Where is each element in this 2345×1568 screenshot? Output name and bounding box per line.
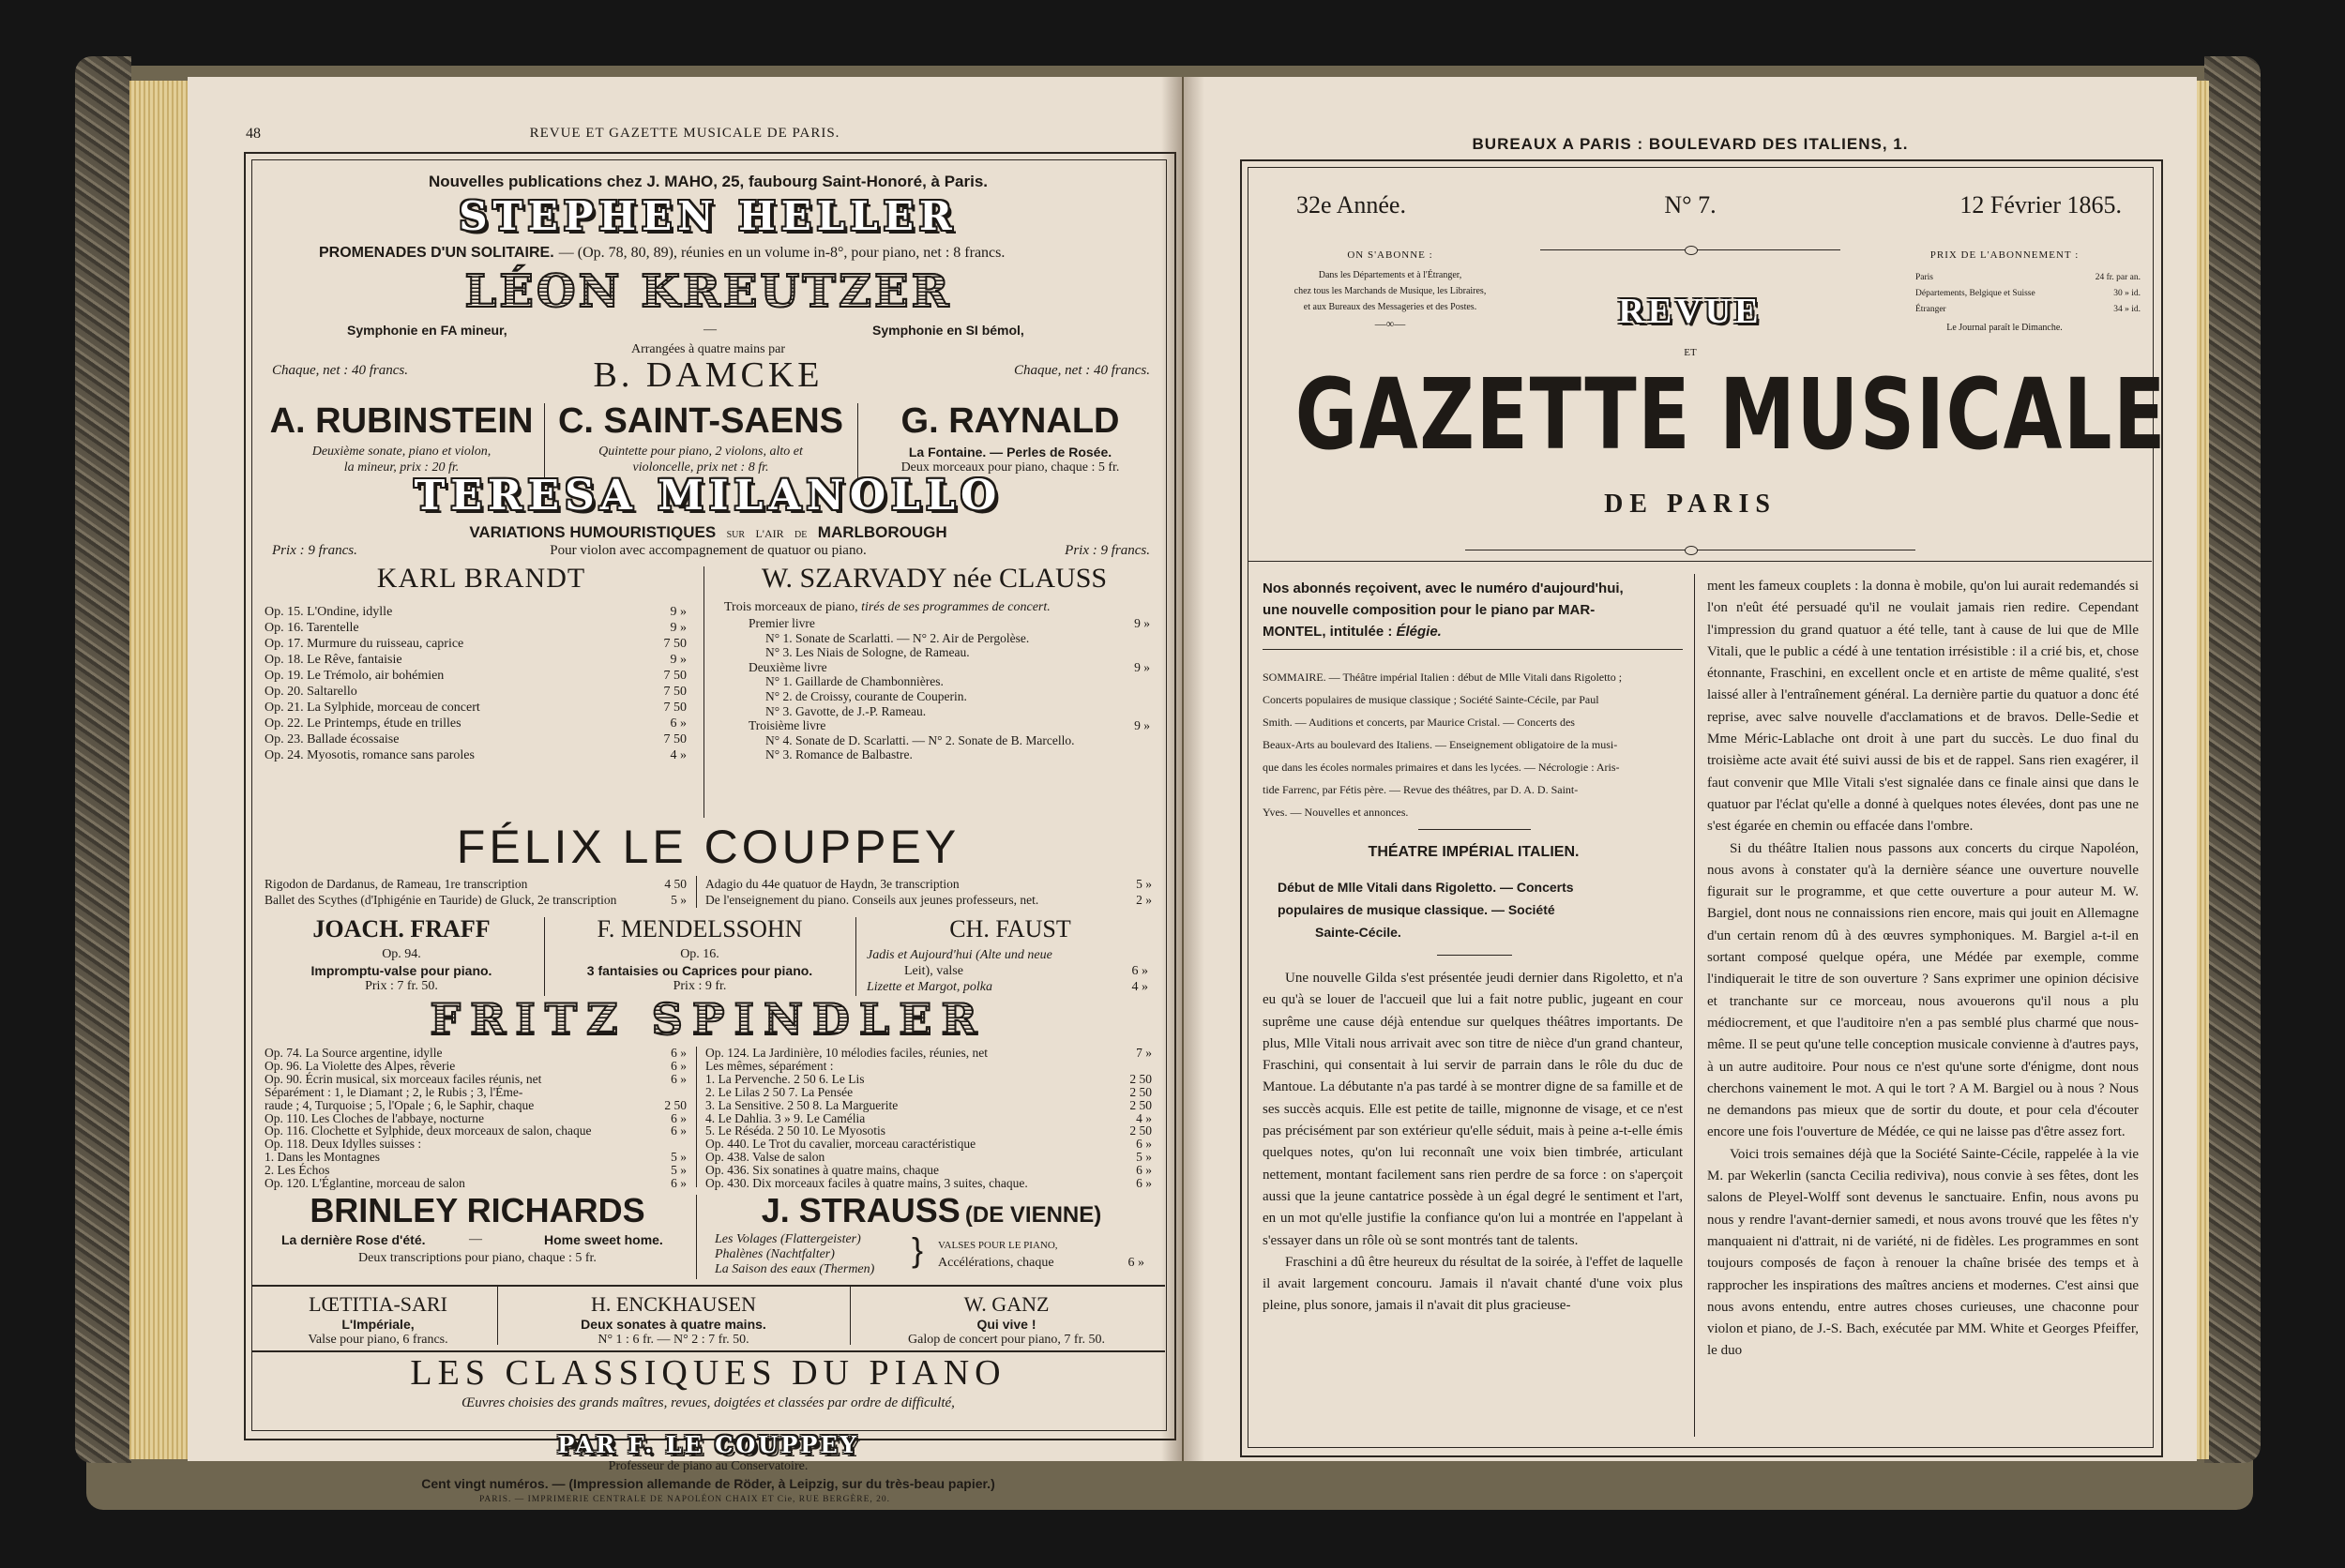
richards-name: BRINLEY RICHARDS [310, 1191, 645, 1229]
col-divider [857, 403, 858, 478]
list-item: Phalènes (Nachtfalter) [715, 1247, 835, 1261]
list-item: N° 4. Sonate de D. Scarlatti. — N° 2. Sonate de B. Marcello. [765, 732, 1075, 747]
list-item: Deuxième livre 9 » [749, 659, 1150, 674]
classiques-title: LES CLASSIQUES DU PIANO [410, 1353, 1006, 1393]
section-sub-line: Sainte-Cécile. [1315, 925, 1401, 940]
page-number: 48 [246, 126, 261, 142]
imprint: PARIS. — IMPRIMERIE CENTRALE DE NAPOLÉON CHAIX ET Cie, RUE BERGÈRE, 20. [478, 1495, 891, 1504]
column-2-body [1707, 576, 2139, 1437]
heller-subtitle: PROMENADES D'UN SOLITAIRE. [319, 245, 554, 261]
milanollo-de: DE [794, 530, 808, 540]
list-item: Accélérations, chaque 6 » [938, 1256, 1144, 1270]
list-item: 2. Le Lilas 2 50 7. La Pensée 2 50 [705, 1084, 1152, 1099]
list-item: De l'enseignement du piano. Conseils aux jeunes professeurs, net. 2 » [705, 893, 1152, 907]
list-item: Ballet des Scythes (d'Iphigénie en Tauride) de Gluck, 2e transcription 5 » [265, 893, 687, 907]
richards-work-left: La dernière Rose d'été. [281, 1232, 426, 1247]
col-divider [544, 403, 545, 478]
list-item: N° 3. Gavotte, de J.-P. Rameau. [765, 703, 927, 718]
raynald-name: G. RAYNALD [900, 401, 1120, 441]
list-item: Op. 20. Saltarello 7 50 [265, 685, 687, 699]
kreutzer-dash: — [704, 323, 717, 337]
list-item: 4. Le Dahlia. 3 » 9. Le Camélia 4 » [705, 1110, 1152, 1125]
richards-work-right: Home sweet home. [544, 1232, 663, 1247]
list-item: N° 1. Sonate de Scarlatti. — N° 2. Air de Pergolèse. [765, 630, 1030, 645]
col-divider [696, 876, 697, 908]
abonne-line1: Dans les Départements et à l'Étranger, [1318, 270, 1462, 280]
list-item: Troisième livre 9 » [749, 718, 1150, 733]
enckhausen-details: N° 1 : 6 fr. — N° 2 : 7 fr. 50. [598, 1333, 749, 1347]
col-divider [544, 917, 545, 996]
paragraph: Si du théâtre Italien nous passons aux concerts du cirque Napoléon, nous avons à constater qu'à la dernière séance une ouverture nouvelle figurait sur le programme, et que cette ouverture a pour auteur M. W. Bargiel, dont nous ne connaissions rien encore, mais qui jouit en Allemagne d'un certain renom dû à des œuvres symphoniques. M. Bargiel a-t-il en sortant composé quelque opéra, une Médée par exemple, comme l'indiquerait le titre de son ouverture ? Sans exprimer une opinion décisive et tranchante sur ce morceau, nous avouerons qu'il nous a plu médiocrement, et que l'auditoire n'en a pas semblé plus charmé que nous-même. Il se peut qu'une telle conception musicale convienne à d'autres pays, à un autre auditoire. Pour nous ce n'est qu'une sorte d'énigme, dont nous cherchons vainement le mot. A qui le tort ? A M. Bargiel ou à nous ? Nous ne demandons pas mieux que de sortir du doute, et pour cela d'écouter encore une fois l'ouverture de Médée, ce qui ne laisse pas d'être assez fort. [1707, 840, 2139, 1140]
list-item: Premier livre 9 » [749, 616, 1150, 630]
list-item: Op. 96. La Violette des Alpes, rêverie 6 » [265, 1058, 687, 1073]
list-item: Adagio du 44e quatuor de Haydn, 3e transcription 5 » [705, 877, 1152, 891]
faust-name: CH. FAUST [949, 915, 1071, 942]
list-item: Op. 124. La Jardinière, 10 mélodies faciles, réunies, net 7 » [705, 1046, 1152, 1060]
strauss-right-list [938, 1255, 1144, 1271]
kreutzer-right-work: Symphonie en SI bémol, [872, 323, 1024, 338]
list-item: 1. La Pervenche. 2 50 6. Le Lis 2 50 [705, 1071, 1152, 1086]
list-item: Jadis et Aujourd'hui (Alte und neue [867, 948, 1052, 962]
publisher-line: Nouvelles publications chez J. MAHO, 25, faubourg Saint-Honoré, à Paris. [428, 173, 989, 190]
spindler-name: FRITZ SPINDLER [251, 994, 1165, 1045]
paragraph: ment les fameux couplets : la donna è mobile, qu'on lui aurait redemandés si l'on n'eût été persuadé qu'il ne voulait jamais rien redire. Cependant l'impression du grand quatuor a été telle, tant à cause de lui que de Mlle Vitali, que le public a cédé à une tentation irrésistible : il a crié bis, et, chose étonnante, Fraschini, en excellent oncle et en artiste de même qualité, s'est laissé aller à l'entraînement général. La dernière partie du quatuor a donc été reprise, avec salve nouvelle d'acclamations et de bravos. Delle-Sedie et Mme Méric-Lablache ont droit à une part du succès. Le duo final du troisième acte avait été suivi aussi de bis et de rappel. Sans rien exagérer, il faut convenir que Mlle Vitali s'est signalée dans ce finale ainsi que dans le quatuor par l'éclat qu'elle a donné à quelques notes élevées, dont pas une ne s'est égarée en chemin ou effacée dans l'ombre. [1707, 579, 2139, 835]
col-divider [850, 1287, 851, 1345]
ganz-details: Galop de concert pour piano, 7 fr. 50. [908, 1333, 1105, 1347]
sari-details: Valse pour piano, 6 francs. [308, 1333, 448, 1347]
section-sub-line: populaires de musique classique. — Société [1278, 902, 1555, 917]
strauss-brace: } [912, 1230, 924, 1269]
paragraph: Voici trois semaines déjà que la Société Sainte-Cécile, rappelée à la vie M. par Wekerlin (sancta Cecilia rediviva), nous convie à ses fêtes, dont les salons de Pleyel-Wolff sont devenus le sanctuaire. Enfin, nous avons pu nous y rendre l'avant-dernier samedi, et nous avons trouvé que les fêtes n'y manquaient ni d'attrait, ni de variété, ni de fidèles. Les programmes en sont toujours composés de façon à renouer la chaîne brisée des temps et à rapprocher les inspirations des maîtres anciens et modernes. C'est ainsi que nous avons entendu, entre autres choses curieuses, une chaconne pour violon et piano, de J.-S. Bach, exécutée par MM. White et Georges Pfeiffer, le duo [1707, 1146, 2139, 1359]
fraff-price: Prix : 7 fr. 50. [365, 979, 438, 993]
abonne-line2: chez tous les Marchands de Musique, les Libraires, [1294, 286, 1487, 296]
couppey-name: FÉLIX LE COUPPEY [456, 821, 961, 873]
list-item: Op. 438. Valse de salon 5 » [705, 1150, 1152, 1165]
ornament-small: —∞— [1374, 317, 1406, 330]
paragraph: Une nouvelle Gilda s'est présentée jeudi dernier dans Rigoletto, et n'a eu qu'à se louer de l'accueil que lui a fait notre public, jugeant en cour suprême une cause déjà entendue sur quelques théâtres importants. De plus, Mlle Vitali nous arrivait avec son titre de nièce d'un grand chanteur, Fraschini, qui consentait à lui servir de parrain dans le rôle du duc de Mantoue. La débutante n'a pas tardé à se montrer digne de sa famille et de ses succès acquis. Elle est petite de taille, mignonne de visage, et ce n'est pas précisément par son extérieur qu'elle séduit, mais à peine a-t-elle émis quelques notes, qu'on lui reconnaît une voix bien timbrée, articulant nettement, montant facilement sans rien perdre de sa force : on s'aperçoit aussi que la jeune cantatrice possède à un égal degré le sentiment et l'art, en un mot qu'elle justifie la confiance qu'on lui a montrée en l'appelant à s'essayer dans un rôle où se sont montrés tant de talents. [1263, 971, 1683, 1248]
kreutzer-arranged: Arrangées à quatre mains par [630, 342, 786, 356]
list-item: N° 3. Romance de Balbastre. [765, 747, 913, 762]
list-item: Rigodon de Dardanus, de Rameau, 1re transcription 4 50 [265, 877, 687, 891]
list-item: Lizette et Margot, polka 4 » [867, 980, 1148, 994]
column-divider [1694, 574, 1695, 1437]
list-item: Op. 23. Ballade écossaise 7 50 [265, 732, 687, 746]
strauss-right1: VALSES POUR LE PIANO, [938, 1240, 1058, 1251]
left-page [188, 77, 1182, 1461]
saint-saens-line1: Quintette pour piano, 2 violons, alto et [598, 445, 803, 459]
strauss-name: J. STRAUSS [761, 1191, 961, 1229]
couppey-right-list [705, 876, 1152, 908]
szarvady-intro: Trois morceaux de piano, [724, 600, 858, 614]
sommaire-line: SOMMAIRE. — Théâtre impérial Italien : début de Mlle Vitali dans Rigoletto ; [1263, 671, 1623, 684]
list-item: Les Volages (Flattergeister) [715, 1232, 861, 1246]
brandt-name: KARL BRANDT [376, 563, 586, 594]
milanollo-left-price: Prix : 9 francs. [272, 543, 357, 558]
strauss-list [715, 1230, 924, 1277]
sommaire-line: Concerts populaires de musique classique ; Société Sainte-Cécile, par Paul [1263, 693, 1599, 706]
notice-line1: Nos abonnés reçoivent, avec le numéro d'aujourd'hui, [1263, 580, 1624, 596]
rule [1263, 649, 1683, 650]
masthead-et: ET [1684, 347, 1697, 358]
szarvady-list [749, 616, 1150, 762]
annee: 32e Année. [1296, 191, 1406, 219]
ornament-rule [1465, 546, 1915, 555]
enckhausen-work: Deux sonates à quatre mains. [581, 1317, 766, 1332]
kreutzer-name: LÉON KREUTZER [251, 264, 1165, 319]
spindler-right-list [705, 1047, 1152, 1190]
mendelssohn-op: Op. 16. [680, 947, 719, 961]
milanollo-subtitle: Pour violon avec accompagnement de quatuor ou piano. [550, 543, 867, 558]
list-item: Op. 19. Le Trémolo, air bohémien 7 50 [265, 669, 687, 683]
sommaire-line: que dans les écoles normales primaires et dans les lycées. — Nécrologie : Aris- [1263, 761, 1620, 774]
col-divider [696, 1047, 697, 1187]
list-item: N° 3. Les Niais de Sologne, de Rameau. [765, 645, 970, 660]
mendelssohn-price: Prix : 9 fr. [673, 979, 727, 993]
milanollo-name: TERESA MILANOLLO [414, 472, 1003, 520]
section-sub-line: Début de Mlle Vitali dans Rigoletto. — Concerts [1278, 880, 1574, 895]
notice [1263, 578, 1624, 642]
spindler-left-list [265, 1047, 687, 1190]
list-item: Départements, Belgique et Suisse 30 » id. [1915, 289, 2141, 298]
section-sub [1278, 876, 1574, 943]
col-divider [855, 917, 856, 996]
list-item: Op. 436. Six sonatines à quatre mains, chaque 6 » [705, 1163, 1152, 1178]
masthead-divider [1248, 561, 2152, 562]
classiques-author: PAR F. LE COUPPEY [557, 1431, 859, 1458]
enckhausen-name: H. ENCKHAUSEN [591, 1292, 756, 1316]
masthead-de-paris: DE PARIS [1604, 490, 1777, 519]
running-head-right: BUREAUX A PARIS : BOULEVARD DES ITALIENS, 1. [1472, 135, 1909, 153]
list-item: Séparément : 1, le Diamant ; 2, le Rubis ; 3, l'Éme- [265, 1084, 523, 1099]
richards-details: Deux transcriptions pour piano, chaque : 5 fr. [358, 1251, 597, 1265]
kreutzer-left-price: Chaque, net : 40 francs. [272, 363, 408, 378]
sommaire-line: Yves. — Nouvelles et annonces. [1263, 806, 1409, 819]
mendelssohn-work: 3 fantaisies ou Caprices pour piano. [586, 963, 813, 978]
milanollo-lair: L'AIR [755, 527, 784, 540]
column-1-body [1263, 968, 1683, 1437]
rubinstein-line2: la mineur, prix : 20 fr. [343, 460, 460, 475]
sommaire-line: Smith. — Auditions et concerts, par Maurice Cristal. — Concerts des [1263, 716, 1575, 729]
section-title: THÉATRE IMPÉRIAL ITALIEN. [1368, 844, 1580, 860]
heller-details: — (Op. 78, 80, 89), réunies en un volume in-8°, pour piano, net : 8 francs. [558, 245, 1006, 261]
classiques-footer: Cent vingt numéros. — (Impression allemande de Röder, à Leipzig, sur du très-beau papier.) [421, 1476, 995, 1491]
list-item: Étranger 34 » id. [1915, 305, 2141, 314]
masthead-revue: REVUE [1618, 292, 1763, 331]
sommaire-line: Beaux-Arts au boulevard des Italiens. — Enseignement obligatoire de la musi- [1263, 738, 1618, 751]
brandt-list [265, 604, 687, 763]
date: 12 Février 1865. [1959, 191, 2122, 219]
divider [251, 1285, 1165, 1287]
list-item: Leit), valse 6 » [904, 964, 1148, 978]
list-item: N° 2. de Croissy, courante de Couperin. [765, 688, 967, 703]
sommaire-line: tide Farrenc, par Fétis père. — Revue des théâtres, par D. A. D. Saint- [1263, 783, 1579, 796]
list-item: Op. 90. Écrin musical, six morceaux faciles réunis, net 6 » [265, 1071, 687, 1086]
fraff-op: Op. 94. [382, 947, 421, 961]
kreutzer-left-work: Symphonie en FA mineur, [347, 323, 507, 338]
list-item: N° 1. Gaillarde de Chambonnières. [765, 674, 944, 689]
rule [1437, 955, 1512, 956]
strauss-suffix: (DE VIENNE) [964, 1202, 1102, 1228]
masthead-gazette: GAZETTE MUSICALE [1294, 357, 2168, 472]
list-item: Op. 22. Le Printemps, étude en trilles 6 » [265, 716, 687, 731]
list-item: Op. 430. Dix morceaux faciles à quatre mains, 3 suites, chaque. 6 » [705, 1176, 1152, 1191]
kreutzer-right-price: Chaque, net : 40 francs. [1014, 363, 1150, 378]
rubinstein-name: A. RUBINSTEIN [269, 401, 534, 441]
list-item: 1. Dans les Montagnes 5 » [265, 1150, 687, 1165]
milanollo-variations-line [251, 523, 1165, 542]
ganz-name: W. GANZ [963, 1292, 1050, 1316]
fraff-name: JOACH. FRAFF [312, 915, 491, 942]
couppey-left-list [265, 876, 687, 908]
ganz-work: Qui vive ! [976, 1317, 1036, 1332]
list-item: Op. 21. La Sylphide, morceau de concert 7 50 [265, 701, 687, 715]
strauss-title [704, 1191, 1159, 1230]
sari-work: L'Impériale, [341, 1317, 415, 1332]
list-item: Op. 120. L'Églantine, morceau de salon 6 » [265, 1176, 687, 1191]
list-item: Op. 16. Tarentelle 9 » [265, 621, 687, 635]
milanollo-marlborough: MARLBOROUGH [817, 523, 947, 541]
paragraph: Fraschini a dû être heureux du résultat de la soirée, à l'effet de laquelle il avait largement concouru. Jamais il n'avait chanté d'une voix plus pleine, plus sonore, jamais il n'avait dit plus gracieuse- [1263, 1254, 1683, 1314]
raynald-line2: Deux morceaux pour piano, chaque : 5 fr. [900, 460, 1120, 475]
notice-line3a: MONTEL, intitulée : [1263, 624, 1397, 640]
list-item: Paris 24 fr. par an. [1915, 273, 2141, 282]
sari-name: LŒTITIA-SARI [309, 1292, 447, 1316]
prix-title: PRIX DE L'ABONNEMENT : [1929, 249, 2080, 261]
list-item: 3. La Sensitive. 2 50 8. La Marguerite 2 50 [705, 1097, 1152, 1112]
saint-saens-line2: violoncelle, prix net : 8 fr. [632, 460, 769, 475]
sommaire [1263, 666, 1685, 823]
notice-line2: une nouvelle composition pour le piano par MAR- [1263, 602, 1596, 618]
notice-line3b: Élégie. [1396, 624, 1442, 640]
list-item: raude ; 4, Turquoise ; 5, l'Opale ; 6, le Saphir, chaque 2 50 [265, 1097, 687, 1112]
classiques-role: Professeur de piano au Conservatoire. [608, 1459, 809, 1473]
heller-line [319, 243, 1005, 262]
rubinstein-line1: Deuxième sonate, piano et violon, [311, 445, 492, 459]
milanollo-sur: SUR [726, 530, 746, 540]
list-item: Op. 17. Murmure du ruisseau, caprice 7 50 [265, 637, 687, 651]
list-item: 5. Le Réséda. 2 50 10. Le Myosotis 2 50 [705, 1123, 1152, 1138]
list-item: Op. 118. Deux Idylles suisses : [265, 1137, 422, 1152]
szarvady-name: W. SZARVADY née CLAUSS [761, 563, 1108, 594]
list-item: Op. 74. La Source argentine, idylle 6 » [265, 1046, 687, 1060]
cover-marbled-left [75, 56, 131, 1463]
milanollo-right-price: Prix : 9 francs. [1065, 543, 1150, 558]
kreutzer-arranger: B. DAMCKE [593, 355, 824, 395]
page-edges-left [129, 81, 193, 1459]
rule [1418, 829, 1531, 830]
szarvady-intro-it: tirés de ses programmes de concert. [861, 600, 1051, 614]
list-item: Op. 440. Le Trot du cavalier, morceau caractéristique 6 » [705, 1137, 1152, 1152]
col-divider [497, 1287, 498, 1345]
gutter-shadow [1161, 77, 1204, 1461]
list-item: Op. 24. Myosotis, romance sans paroles 4 » [265, 748, 687, 762]
mendelssohn-name: F. MENDELSSOHN [597, 915, 803, 942]
list-item: Op. 18. Le Rêve, fantaisie 9 » [265, 653, 687, 667]
richards-dash: — [469, 1232, 482, 1246]
classiques-subtitle: Œuvres choisies des grands maîtres, revues, doigtées et classées par ordre de difficulté, [461, 1395, 955, 1410]
abonne-line3: et aux Bureaux des Messageries et des Postes. [1303, 302, 1477, 312]
right-page [1184, 77, 2197, 1461]
heller-name: STEPHEN HELLER [459, 193, 958, 239]
faust-list [867, 947, 1148, 995]
abonne-title: ON S'ABONNE : [1347, 249, 1433, 261]
fraff-work: Impromptu-valse pour piano. [310, 963, 492, 978]
col-divider [696, 1195, 697, 1279]
milanollo-variations: VARIATIONS HUMOURISTIQUES [469, 523, 717, 541]
saint-saens-name: C. SAINT-SAENS [557, 401, 844, 441]
szarvady-intro-line [724, 600, 1051, 615]
list-item: Op. 116. Clochette et Sylphide, deux morceaux de salon, chaque 6 » [265, 1123, 687, 1138]
prix-note: Le Journal paraît le Dimanche. [1946, 323, 2063, 333]
numero: N° 7. [1664, 191, 1717, 219]
list-item: La Saison des eaux (Thermen) [715, 1262, 875, 1276]
running-head: REVUE ET GAZETTE MUSICALE DE PARIS. [529, 126, 840, 141]
list-item: Op. 110. Les Cloches de l'abbaye, nocturne 6 » [265, 1110, 687, 1125]
list-item: Les mêmes, séparément : [705, 1058, 834, 1073]
list-item: 2. Les Échos 5 » [265, 1163, 687, 1178]
raynald-line1: La Fontaine. — Perles de Rosée. [908, 445, 1112, 460]
list-item: Op. 15. L'Ondine, idylle 9 » [265, 605, 687, 619]
ornament-rule [1540, 246, 1840, 255]
cover-marbled-right [2204, 56, 2261, 1463]
